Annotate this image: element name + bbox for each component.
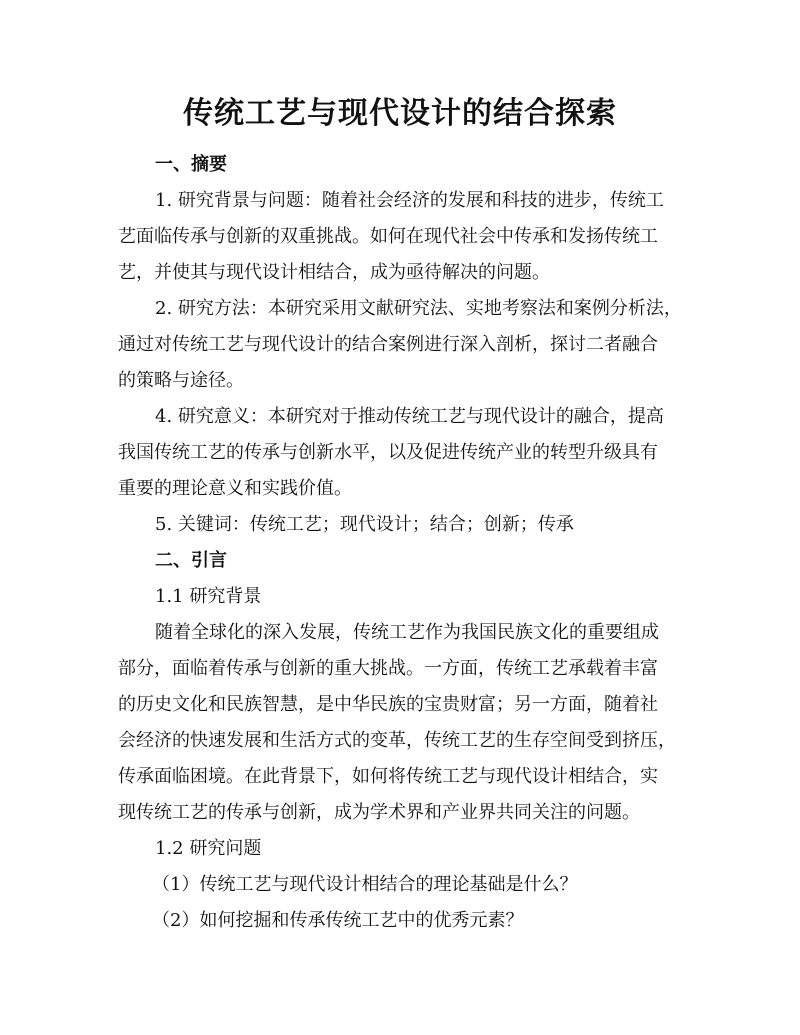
section-heading-abstract: 一、摘要 — [155, 154, 227, 175]
paragraph-line: 的历史文化和民族智慧，是中华民族的宝贵财富；另一方面，随着社 — [118, 694, 658, 715]
subsection-heading: 1.1 研究背景 — [155, 586, 262, 607]
paragraph-line: 会经济的快速发展和生活方式的变革，传统工艺的生存空间受到挤压， — [118, 730, 676, 751]
paragraph-line: 部分，面临着传承与创新的重大挑战。一方面，传统工艺承载着丰富 — [118, 658, 658, 679]
paragraph-line: 1. 研究背景与问题：随着社会经济的发展和科技的进步，传统工 — [155, 190, 664, 211]
paragraph-line: 艺，并使其与现代设计相结合，成为亟待解决的问题。 — [118, 262, 550, 283]
paragraph-line: 随着全球化的深入发展，传统工艺作为我国民族文化的重要组成 — [155, 622, 659, 643]
question-line: （1）传统工艺与现代设计相结合的理论基础是什么？ — [152, 874, 578, 895]
paragraph-line: 我国传统工艺的传承与创新水平，以及促进传统产业的转型升级具有 — [118, 442, 658, 463]
paragraph-line: 2. 研究方法：本研究采用文献研究法、实地考察法和案例分析法， — [155, 298, 682, 319]
paragraph-line: 传承面临困境。在此背景下，如何将传统工艺与现代设计相结合，实 — [118, 766, 658, 787]
paragraph-line: 4. 研究意义：本研究对于推动传统工艺与现代设计的融合，提高 — [155, 406, 664, 427]
document-title: 传统工艺与现代设计的结合探索 — [183, 96, 617, 131]
keywords-line: 5. 关键词：传统工艺；现代设计；结合；创新；传承 — [155, 514, 574, 535]
subsection-heading: 1.2 研究问题 — [155, 838, 262, 859]
paragraph-line: 的策略与途径。 — [118, 370, 244, 391]
paragraph-line: 艺面临传承与创新的双重挑战。如何在现代社会中传承和发扬传统工 — [118, 226, 658, 247]
paragraph-line: 通过对传统工艺与现代设计的结合案例进行深入剖析，探讨二者融合 — [118, 334, 658, 355]
section-heading-intro: 二、引言 — [155, 550, 227, 571]
paragraph-line: 现传统工艺的传承与创新，成为学术界和产业界共同关注的问题。 — [118, 802, 640, 823]
question-line: （2）如何挖掘和传承传统工艺中的优秀元素？ — [152, 910, 524, 931]
paragraph-line: 重要的理论意义和实践价值。 — [118, 478, 352, 499]
